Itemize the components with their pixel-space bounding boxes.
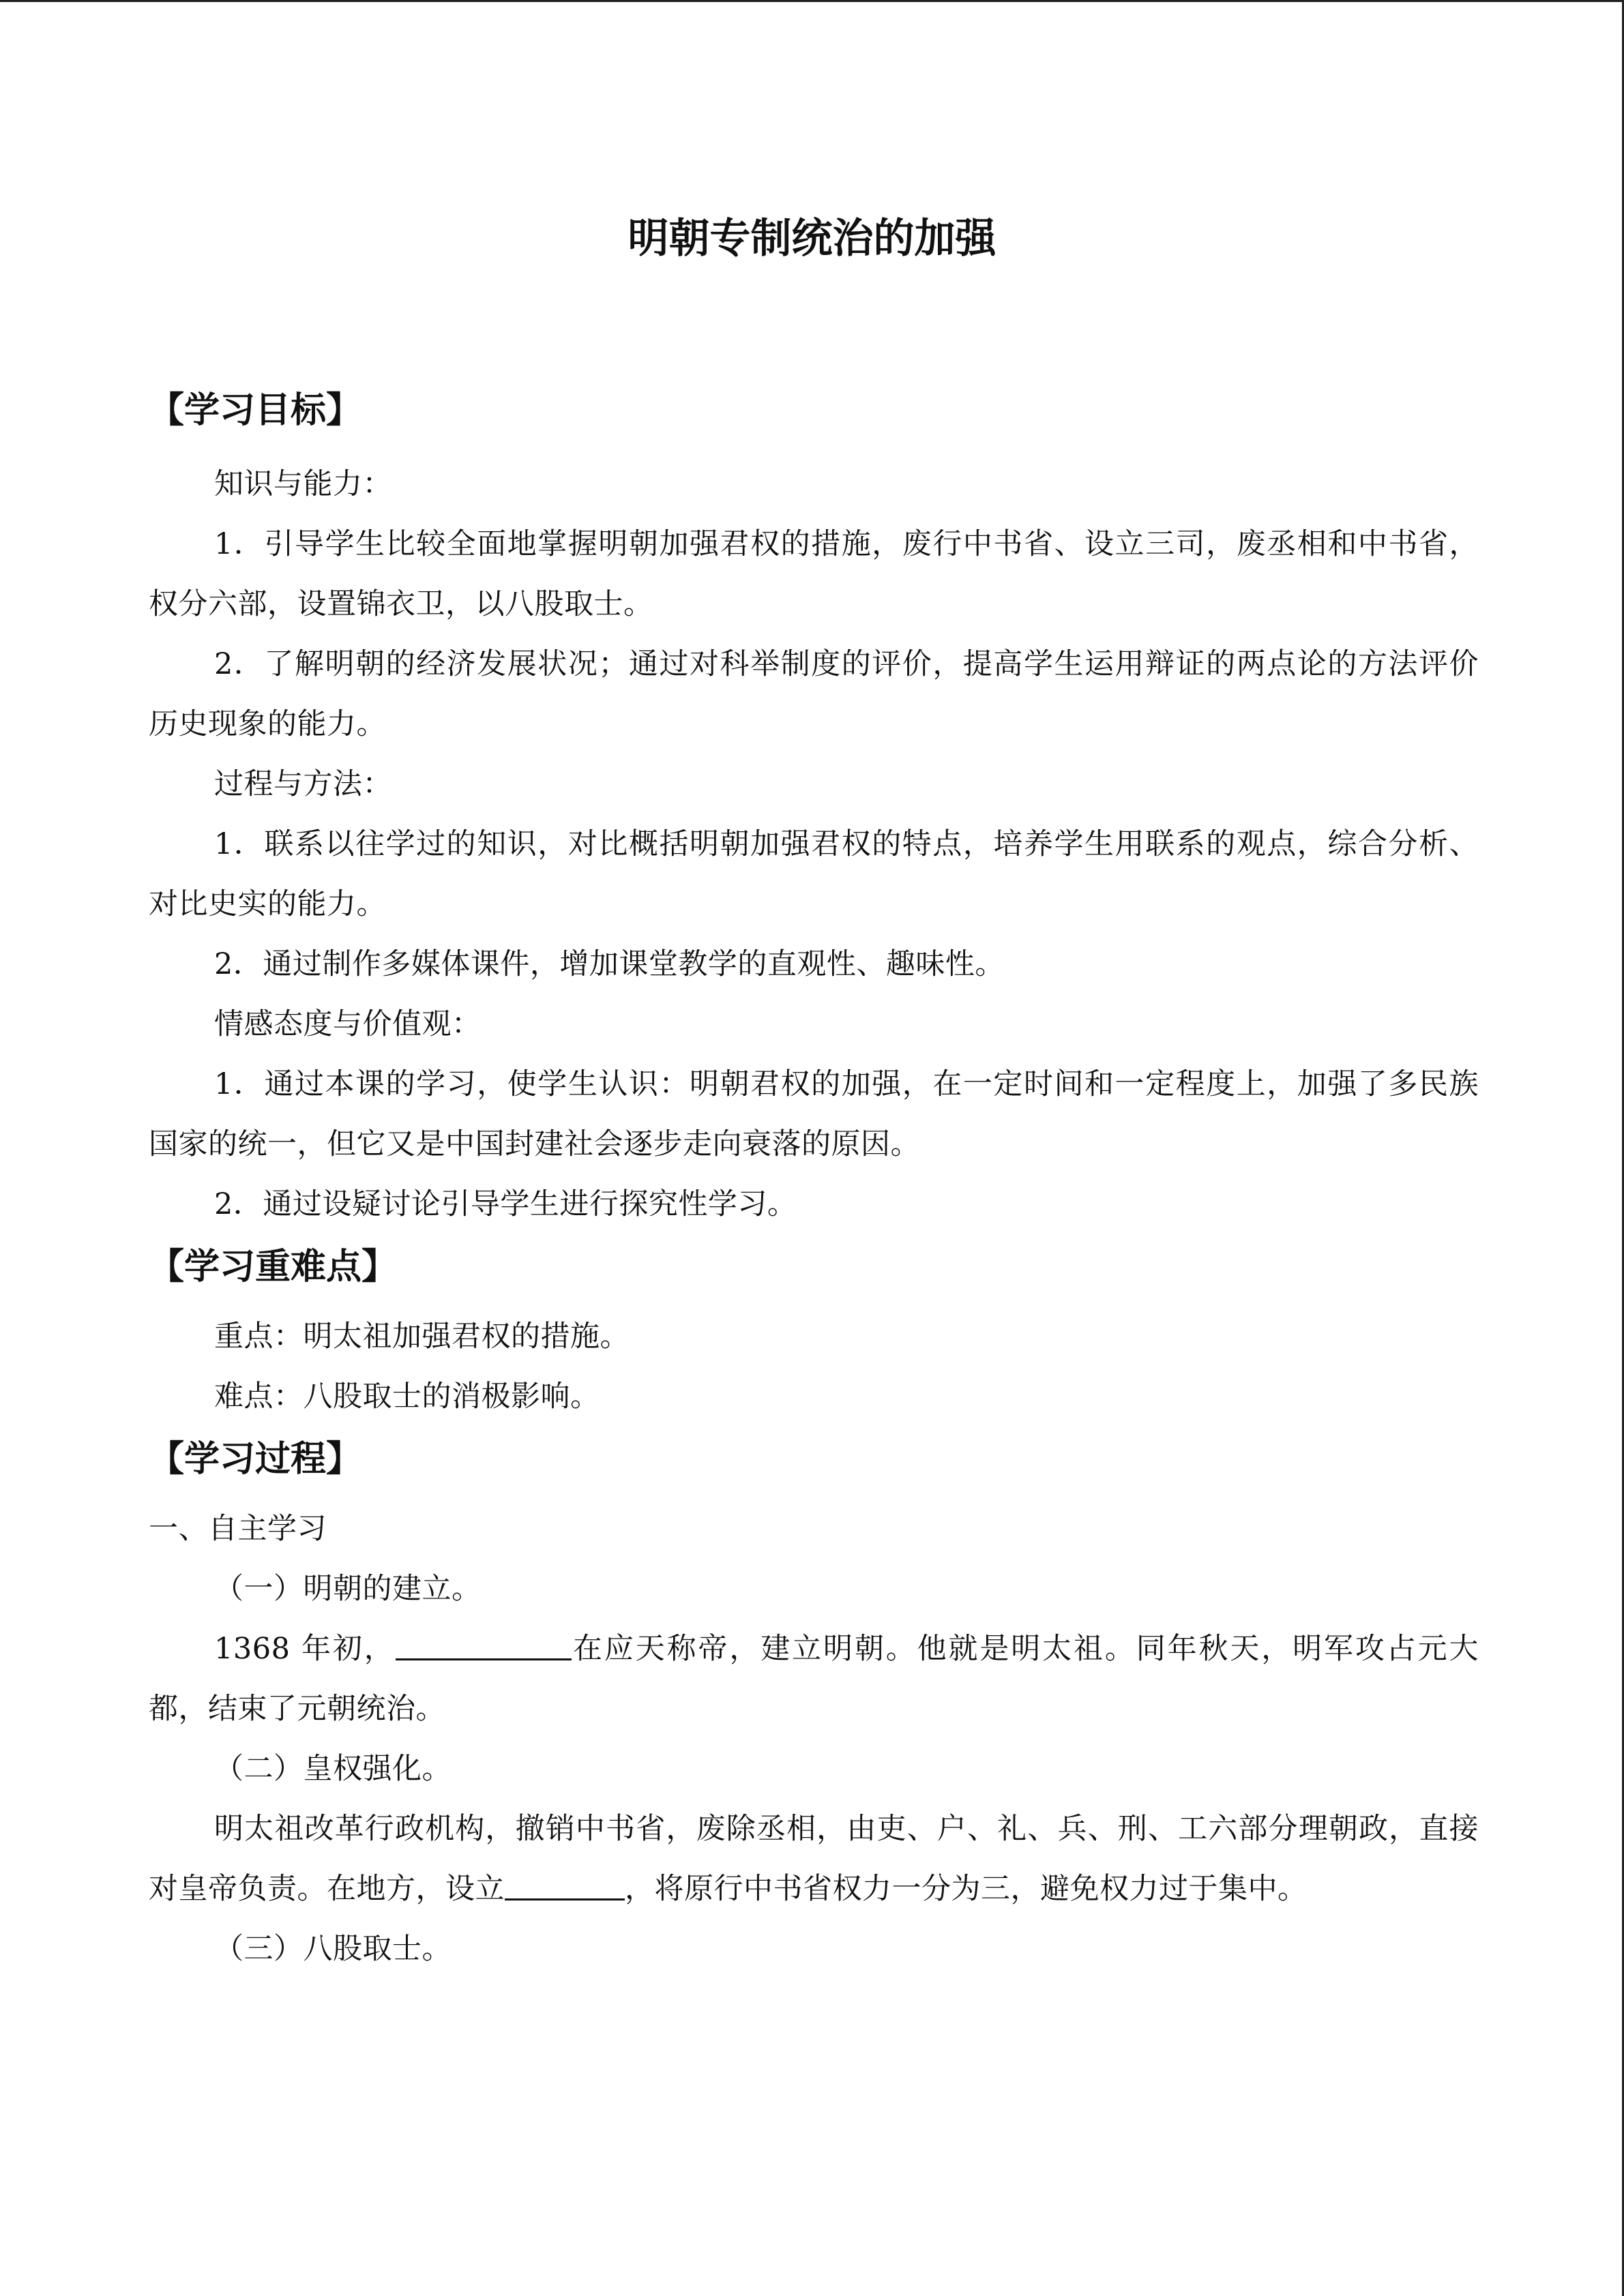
ming-founding-text xyxy=(149,1619,1479,1739)
emotion-item-2: 2．通过设疑讨论引导学生进行探究性学习。 xyxy=(214,1187,797,1221)
subheading-eight-legged-essay: （三）八股取士。 xyxy=(214,1932,452,1966)
document-title: 明朝专制统治的加强 xyxy=(628,215,996,263)
heading-learning-goals: 【学习目标】 xyxy=(149,390,362,431)
process-item-1: 1．联系以往学过的知识，对比概括明朝加强君权的特点，培养学生用联系的观点，综合分析、对比史实的能力。 xyxy=(149,827,1479,921)
subheading-imperial-power: （二）皇权强化。 xyxy=(214,1752,452,1786)
label-process-method: 过程与方法： xyxy=(214,767,392,801)
document-body xyxy=(149,381,1479,1979)
part-self-study: 一、自主学习 xyxy=(149,1512,327,1546)
emotion-item-1: 1．通过本课的学习，使学生认识：明朝君权的加强，在一定时间和一定程度上，加强了多民族国家的统一，但它又是中国封建社会逐步走向衰落的原因。 xyxy=(149,1067,1479,1161)
imperial-power-text xyxy=(149,1799,1479,1919)
process-item-2: 2．通过制作多媒体课件，增加课堂教学的直观性、趣味性。 xyxy=(214,947,1005,981)
fill-blank-local-institution[interactable] xyxy=(505,1869,625,1900)
knowledge-item-2: 2．了解明朝的经济发展状况；通过对科举制度的评价，提高学生运用辩证的两点论的方法评价历史现象的能力。 xyxy=(149,647,1479,741)
fill-blank-founder[interactable] xyxy=(396,1629,572,1660)
key-point: 重点：明太祖加强君权的措施。 xyxy=(214,1320,630,1354)
heading-learning-process: 【学习过程】 xyxy=(149,1439,362,1480)
page-border-top xyxy=(0,0,1624,2)
subheading-ming-founding: （一）明朝的建立。 xyxy=(214,1572,482,1606)
imperial-power-text-end: ，将原行中书省权力一分为三，避免权力过于集中。 xyxy=(625,1872,1308,1906)
imperial-power-text-start: 明太祖改革行政机构，撤销中书省，废除丞相，由吏、户、礼、兵、刑、工六部分理朝政，直接对皇帝负责。在地方，设立 xyxy=(149,1812,1479,1906)
ming-founding-text-start: 1368 年初， xyxy=(214,1632,396,1666)
ming-founding-text-end: 在应天称帝，建立明朝。他就是明太祖。同年秋天，明军攻占元大都，结束了元朝统治。 xyxy=(149,1632,1479,1726)
label-emotion-values: 情感态度与价值观： xyxy=(214,1007,482,1041)
heading-key-difficult-points: 【学习重难点】 xyxy=(149,1247,398,1287)
label-knowledge: 知识与能力： xyxy=(214,467,392,501)
knowledge-item-1: 1．引导学生比较全面地掌握明朝加强君权的措施，废行中书省、设立三司，废丞相和中书省，权分六部，设置锦衣卫，以八股取士。 xyxy=(149,527,1479,621)
difficult-point: 难点：八股取士的消极影响。 xyxy=(214,1380,600,1414)
